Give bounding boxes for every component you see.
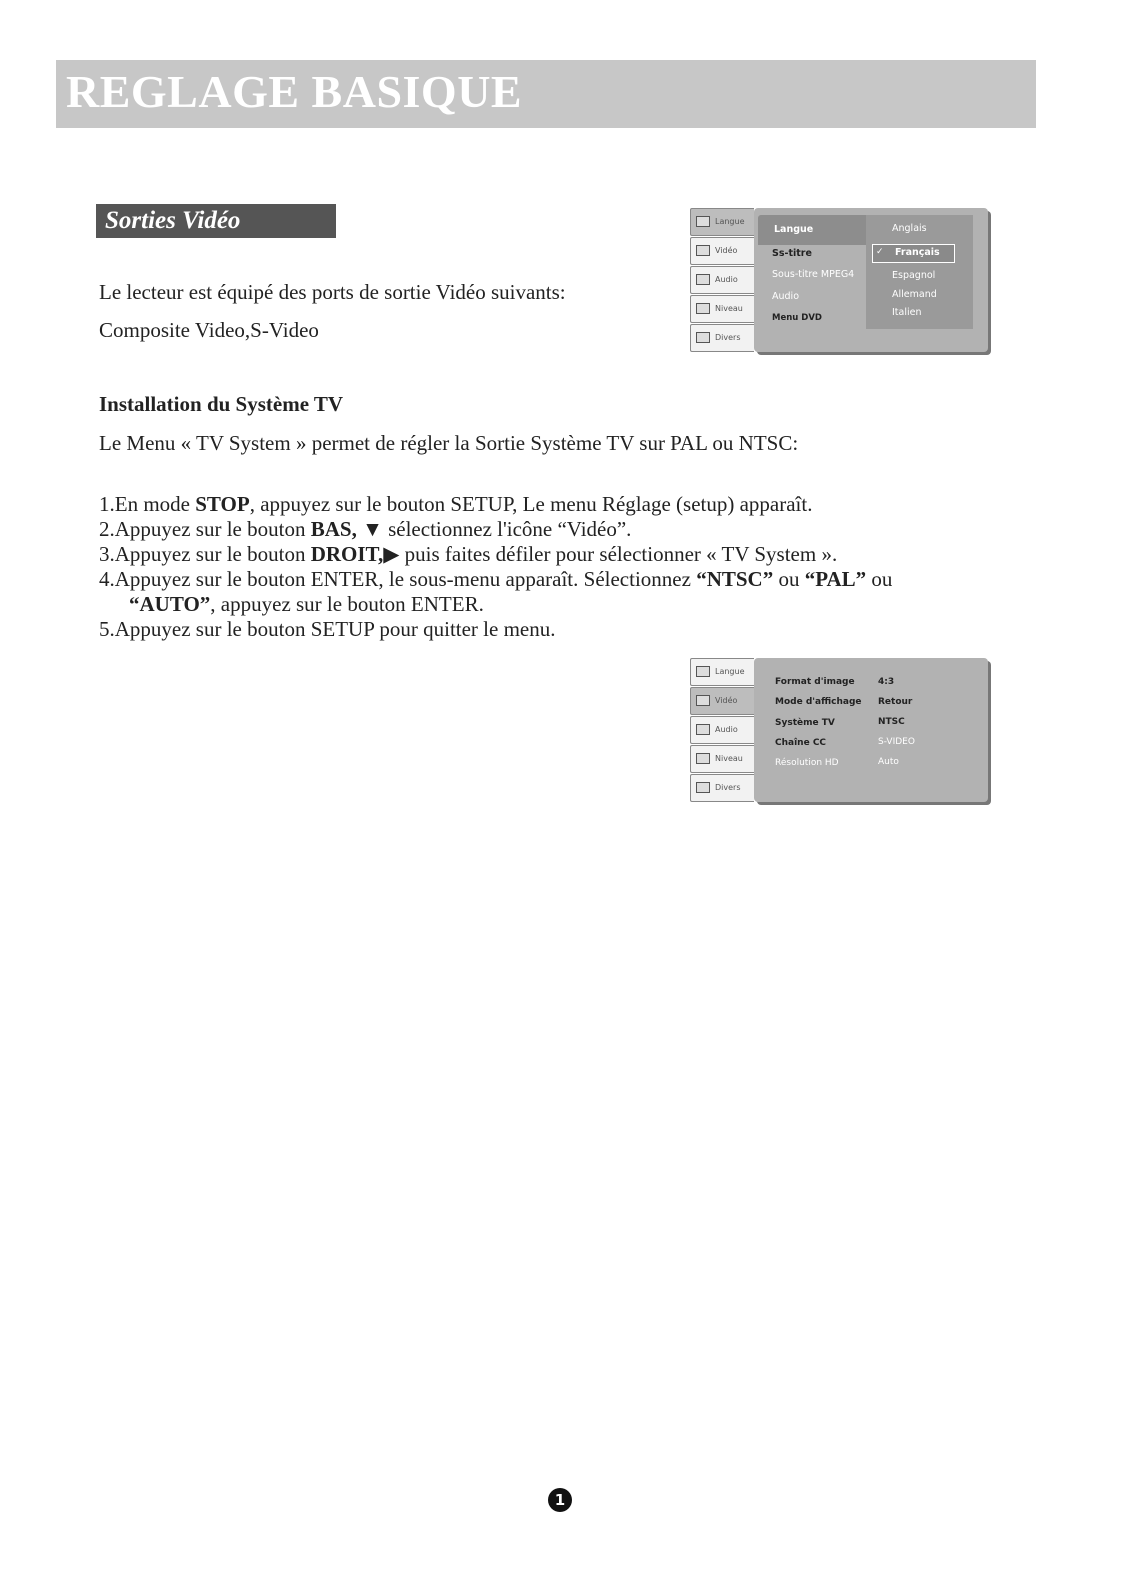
level-icon [696,753,710,764]
step-1: 1.En mode STOP, appuyez sur le bouton SETUP, Le menu Réglage (setup) apparaît. [99,492,813,516]
menu-item-langue: Langue [774,224,814,235]
sidebar-tab-langue: Langue [690,658,754,686]
option-italien: Italien [892,307,922,318]
row-label-mode: Mode d'affichage [775,697,862,707]
selected-option [872,244,955,263]
menu-item-audio: Audio [772,291,800,302]
page-number: 1 [548,1488,572,1512]
step-3: 3.Appuyez sur le bouton DROIT,▶ puis faites défiler pour sélectionner « TV System ». [99,542,838,566]
language-icon [696,216,710,227]
option-espagnol: Espagnol [892,270,936,281]
option-anglais: Anglais [892,223,927,234]
misc-icon [696,332,710,343]
video-menu-screenshot [690,658,992,806]
step-4: 4.Appuyez sur le bouton ENTER, le sous-menu apparaît. Sélectionnez “NTSC” ou “PAL” ou “AUTO”, appuyez sur le bouton ENTER. [99,567,893,616]
menu-item-ss-titre: Ss-titre [772,248,812,259]
ports-text: Composite Video,S-Video [99,318,319,342]
misc-icon [696,782,710,793]
menu-sidebar [690,208,754,356]
tv-system-description: Le Menu « TV System » permet de régler la Sortie Système TV sur PAL ou NTSC: [99,431,799,455]
sidebar-tab-video: Vidéo [690,237,754,265]
sidebar-tab-divers: Divers [690,774,754,802]
row-label-systeme-tv: Système TV [775,718,835,728]
menu-item-menu-dvd: Menu DVD [772,313,822,323]
sidebar-tab-niveau: Niveau [690,295,754,323]
audio-icon [696,724,710,735]
menu-item-sous-titre-mpeg4: Sous-titre MPEG4 [772,269,855,280]
section-title: Sorties Vidéo [105,207,241,234]
check-icon: ✓ [876,247,884,257]
sidebar-tab-audio: Audio [690,266,754,294]
section-tab [96,204,336,238]
option-allemand: Allemand [892,289,937,300]
video-icon [696,695,710,706]
sidebar-tab-divers: Divers [690,324,754,352]
row-value-systeme-tv: NTSC [878,717,905,727]
row-label-chaine-cc: Chaîne CC [775,738,827,748]
audio-icon [696,274,710,285]
row-label-resolution-hd: Résolution HD [775,758,839,768]
sidebar-tab-langue: Langue [690,208,754,236]
menu-panel [754,658,988,802]
page-title: REGLAGE BASIQUE [66,66,523,117]
row-value-format: 4:3 [878,677,895,687]
menu-sidebar [690,658,754,806]
intro-text: Le lecteur est équipé des ports de sortie Vidéo suivants: [99,280,566,304]
row-value-chaine-cc: S-VIDEO [878,737,915,747]
sidebar-tab-audio: Audio [690,716,754,744]
option-francais: Français [895,247,940,258]
row-value-mode: Retour [878,697,913,707]
step-2: 2.Appuyez sur le bouton BAS, ▼ sélectionnez l'icône “Vidéo”. [99,517,632,541]
language-menu-screenshot [690,208,992,356]
language-icon [696,666,710,677]
sidebar-tab-niveau: Niveau [690,745,754,773]
menu-panel [754,208,988,352]
video-icon [696,245,710,256]
level-icon [696,303,710,314]
tv-system-heading: Installation du Système TV [99,392,344,416]
header-bar [56,60,1036,128]
step-5: 5.Appuyez sur le bouton SETUP pour quitter le menu. [99,617,556,641]
steps-list [99,492,959,642]
row-label-format: Format d'image [775,677,855,687]
row-value-resolution-hd: Auto [878,757,899,767]
language-options-panel [866,215,973,329]
sidebar-tab-video: Vidéo [690,687,754,715]
